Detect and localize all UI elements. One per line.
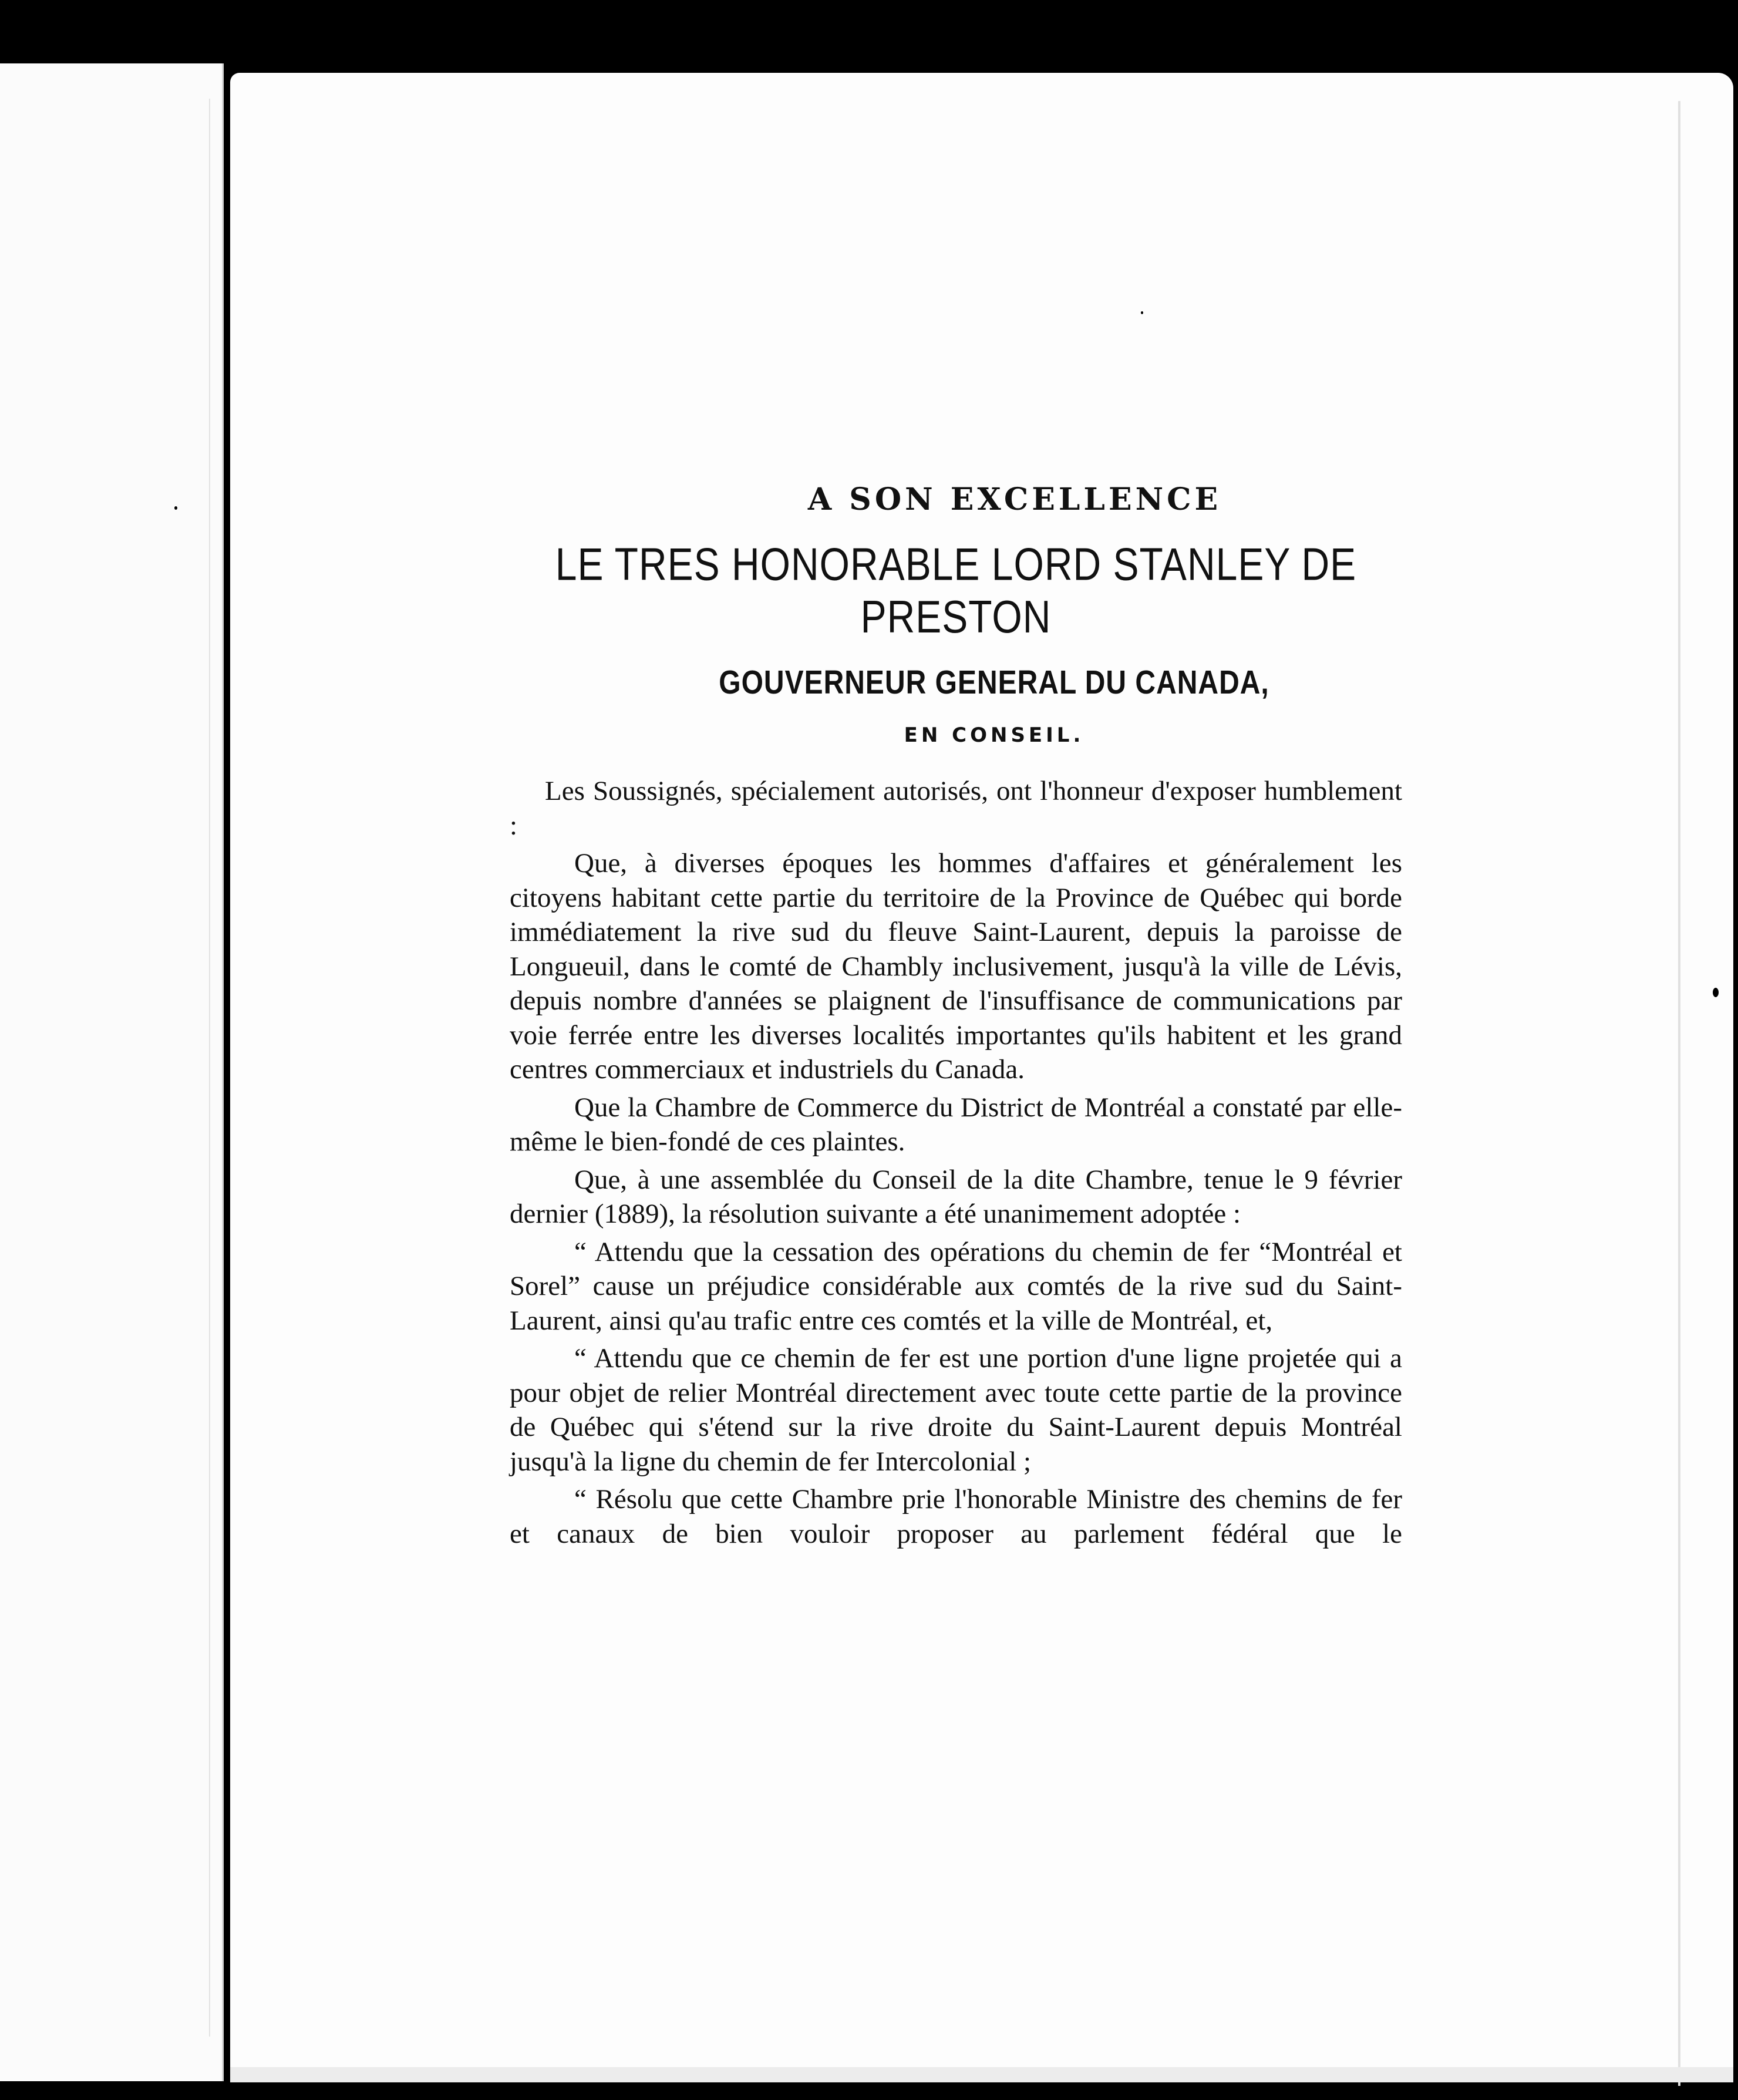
scan-speck bbox=[743, 52, 747, 58]
facing-page bbox=[0, 63, 224, 2081]
heading-address: A SON EXCELLENCE bbox=[807, 482, 1222, 517]
paragraph-whereas-2: “ Attendu que ce chemin de fer est une portion d'une ligne projetée qui a pour objet de relier Montréal directement avec toute cette partie de la province de Québec qui s'étend sur la rive droite du Saint-Laurent depuis Montréal jusqu'à la ligne du chemin de fer Intercolonial ; bbox=[510, 1343, 1402, 1477]
paragraph-resolved: “ Résolu que cette Chambre prie l'honorable Ministre des chemins de fer et canaux de bien vouloir proposer au parlement fédéral que le bbox=[510, 1484, 1402, 1549]
scan-speck bbox=[549, 21, 554, 26]
page-edge-right bbox=[1678, 101, 1680, 2086]
scan-speck bbox=[1713, 988, 1719, 997]
paragraph-intro: Les Soussignés, spécialement autorisés, ont l'honneur d'exposer humblement : bbox=[510, 776, 1402, 841]
heading-title: GOUVERNEUR GENERAL DU CANADA, bbox=[719, 664, 1269, 701]
scan-speck bbox=[174, 506, 177, 510]
heading-council: EN CONSEIL. bbox=[904, 723, 1084, 747]
scan-speck bbox=[1141, 311, 1143, 314]
paragraph-whereas-1: “ Attendu que la cessation des opérations du chemin de fer “Montréal et Sorel” cause un préjudice considérable aux comtés de la rive sud du Saint-Laurent, ainsi qu'au trafic entre ces comtés et la ville de Montréal, et, bbox=[510, 1236, 1402, 1336]
paragraph-assembly: Que, à une assemblée du Conseil de la dite Chambre, tenue le 9 février dernier (1889), la résolution suivante a été unanimement adoptée : bbox=[510, 1164, 1402, 1229]
paragraph-complaints: Que, à diverses époques les hommes d'affaires et généralement les citoyens habitant cette partie du territoire de la Province de Québec qui borde immédiatement la rive sud du fleuve Saint-Laurent, depuis la paroisse de Longueuil, dans le comté de Chambly inclusivement, jusqu'à la ville de Lévis, depuis nombre d'années se plaignent de l'insuffisance de communications par voie ferrée entre les diverses localités importantes qu'ils habitent et les grand centres commerciaux et industriels du Canada. bbox=[510, 848, 1402, 1085]
paragraph-chamber: Que la Chambre de Commerce du District de Montréal a constaté par elle-même le bien-fondé de ces plaintes. bbox=[510, 1092, 1402, 1157]
document-text bbox=[510, 482, 1402, 1554]
page-edge-bottom bbox=[230, 2067, 1733, 2082]
heading-recipient: LE TRES HONORABLE LORD STANLEY DE PRESTON bbox=[555, 538, 1357, 642]
page-fold-line bbox=[209, 99, 210, 2037]
